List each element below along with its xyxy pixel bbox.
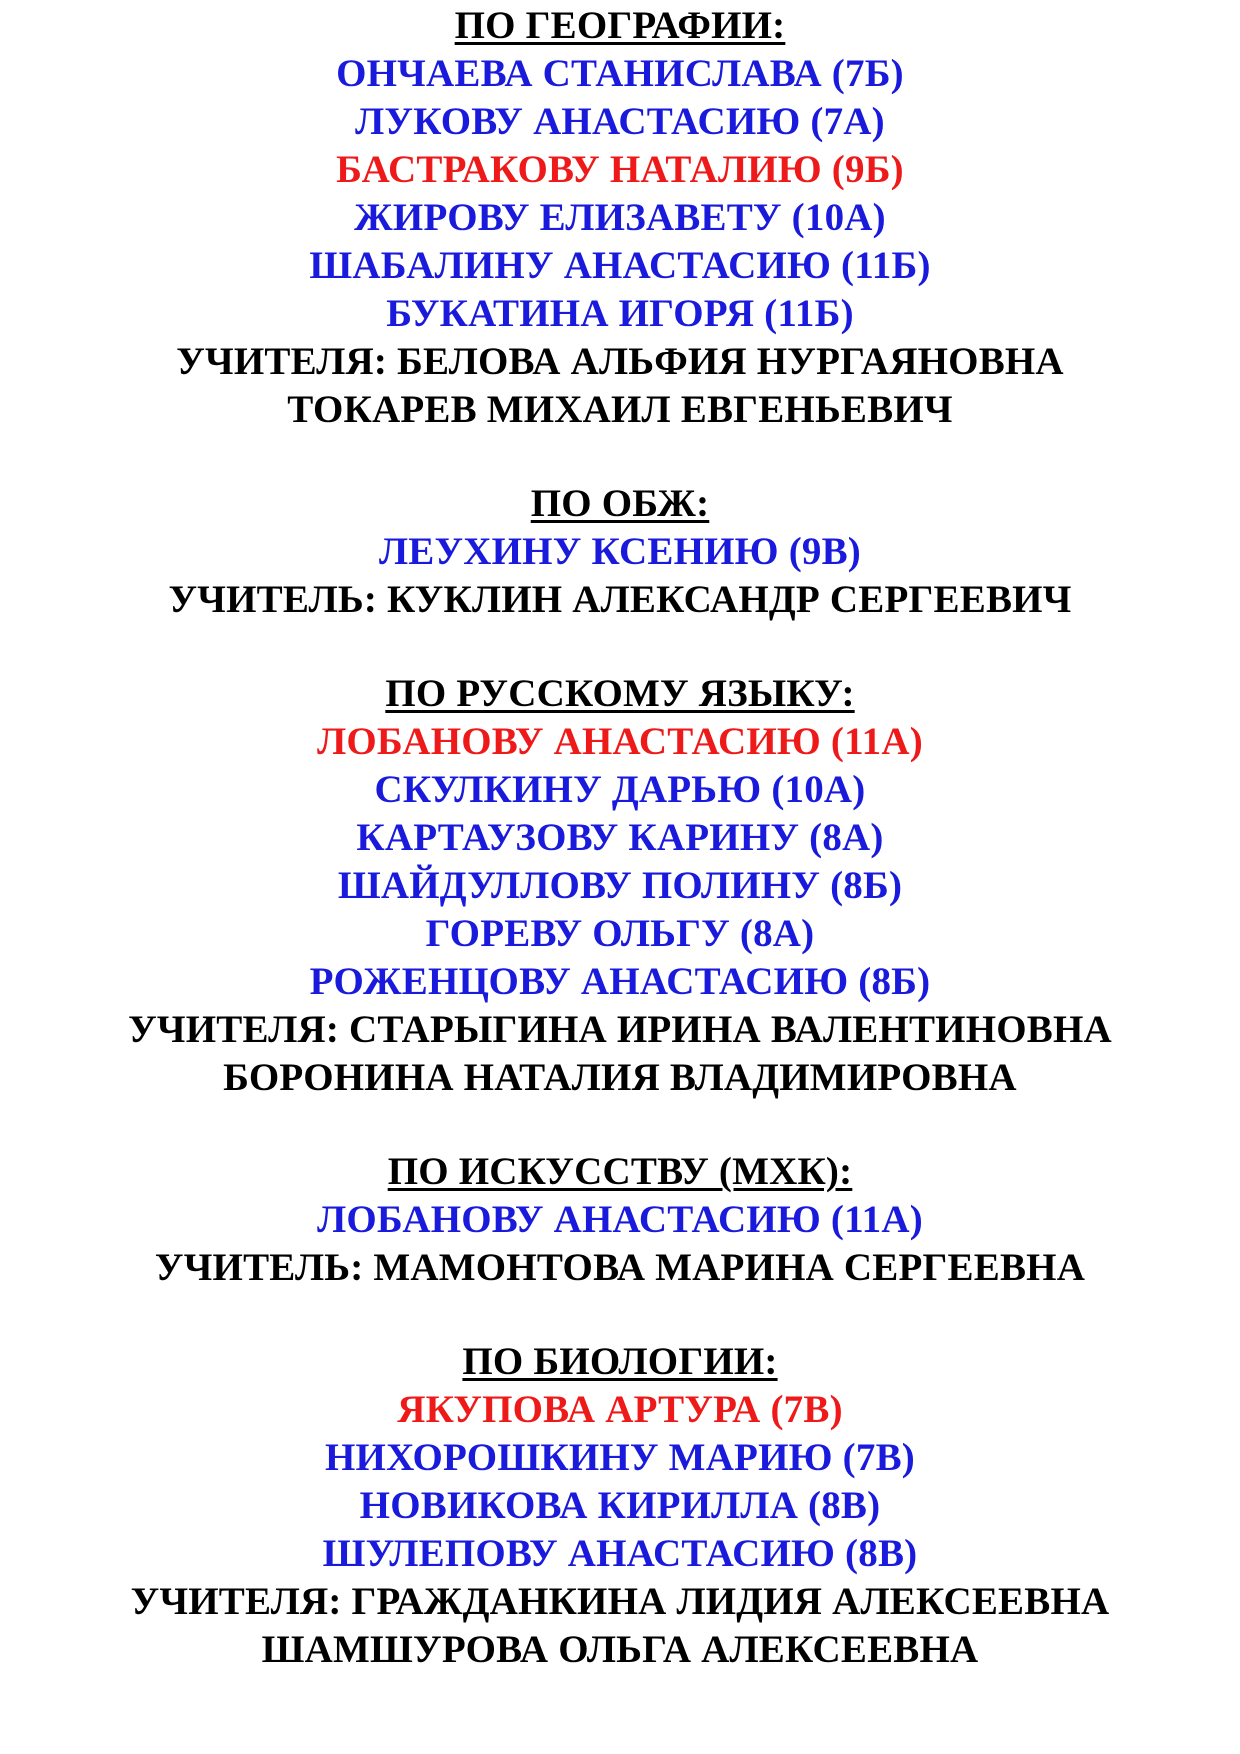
student-name: БУКАТИНА ИГОРЯ (11Б) [386, 292, 854, 335]
teacher-line: БОРОНИНА НАТАЛИЯ ВЛАДИМИРОВНА [223, 1056, 1017, 1099]
student-name: ШУЛЕПОВУ АНАСТАСИЮ (8В) [322, 1532, 918, 1575]
section-spacer [0, 1102, 1240, 1148]
student-name: ЛУКОВУ АНАСТАСИЮ (7А) [355, 100, 885, 143]
student-name: НОВИКОВА КИРИЛЛА (8В) [359, 1484, 881, 1527]
student-name: ОНЧАЕВА СТАНИСЛАВА (7Б) [336, 52, 904, 95]
student-name: ЛОБАНОВУ АНАСТАСИЮ (11А) [317, 1198, 923, 1241]
student-name: ГОРЕВУ ОЛЬГУ (8А) [425, 912, 815, 955]
student-name: ЖИРОВУ ЕЛИЗАВЕТУ (10А) [354, 196, 886, 239]
section-spacer [0, 434, 1240, 480]
teacher-line: УЧИТЕЛЯ: БЕЛОВА АЛЬФИЯ НУРГАЯНОВНА [176, 340, 1064, 383]
section-heading: ПО ОБЖ: [530, 482, 710, 525]
section-biology [0, 1338, 1240, 1674]
student-name: ЯКУПОВА АРТУРА (7В) [397, 1388, 843, 1431]
section-spacer [0, 624, 1240, 670]
student-name: ЛОБАНОВУ АНАСТАСИЮ (11А) [317, 720, 923, 763]
section-art [0, 1148, 1240, 1338]
teacher-line: ШАМШУРОВА ОЛЬГА АЛЕКСЕЕВНА [261, 1628, 979, 1671]
section-obzh [0, 480, 1240, 670]
student-name: ШАБАЛИНУ АНАСТАСИЮ (11Б) [309, 244, 931, 287]
section-geography [0, 2, 1240, 480]
section-russian [0, 670, 1240, 1148]
section-heading: ПО БИОЛОГИИ: [462, 1340, 778, 1383]
student-name: НИХОРОШКИНУ МАРИЮ (7В) [325, 1436, 915, 1479]
teacher-line: УЧИТЕЛЯ: СТАРЫГИНА ИРИНА ВАЛЕНТИНОВНА [128, 1008, 1112, 1051]
student-name: ЛЕУХИНУ КСЕНИЮ (9В) [378, 530, 861, 573]
section-heading: ПО РУССКОМУ ЯЗЫКУ: [385, 672, 855, 715]
student-name: ШАЙДУЛЛОВУ ПОЛИНУ (8Б) [337, 864, 903, 907]
teacher-line: УЧИТЕЛЬ: КУКЛИН АЛЕКСАНДР СЕРГЕЕВИЧ [168, 578, 1072, 621]
student-name: СКУЛКИНУ ДАРЬЮ (10А) [374, 768, 866, 811]
section-heading: ПО ИСКУССТВУ (МХК): [387, 1150, 853, 1193]
teacher-line: УЧИТЕЛЯ: ГРАЖДАНКИНА ЛИДИЯ АЛЕКСЕЕВНА [130, 1580, 1110, 1623]
student-name: РОЖЕНЦОВУ АНАСТАСИЮ (8Б) [309, 960, 931, 1003]
teacher-line: УЧИТЕЛЬ: МАМОНТОВА МАРИНА СЕРГЕЕВНА [154, 1246, 1086, 1289]
teacher-line: ТОКАРЕВ МИХАИЛ ЕВГЕНЬЕВИЧ [287, 388, 953, 431]
student-name: БАСТРАКОВУ НАТАЛИЮ (9Б) [336, 148, 904, 191]
section-heading: ПО ГЕОГРАФИИ: [454, 4, 786, 47]
section-spacer [0, 1292, 1240, 1338]
student-name: КАРТАУЗОВУ КАРИНУ (8А) [356, 816, 884, 859]
document-page [0, 2, 1240, 1674]
